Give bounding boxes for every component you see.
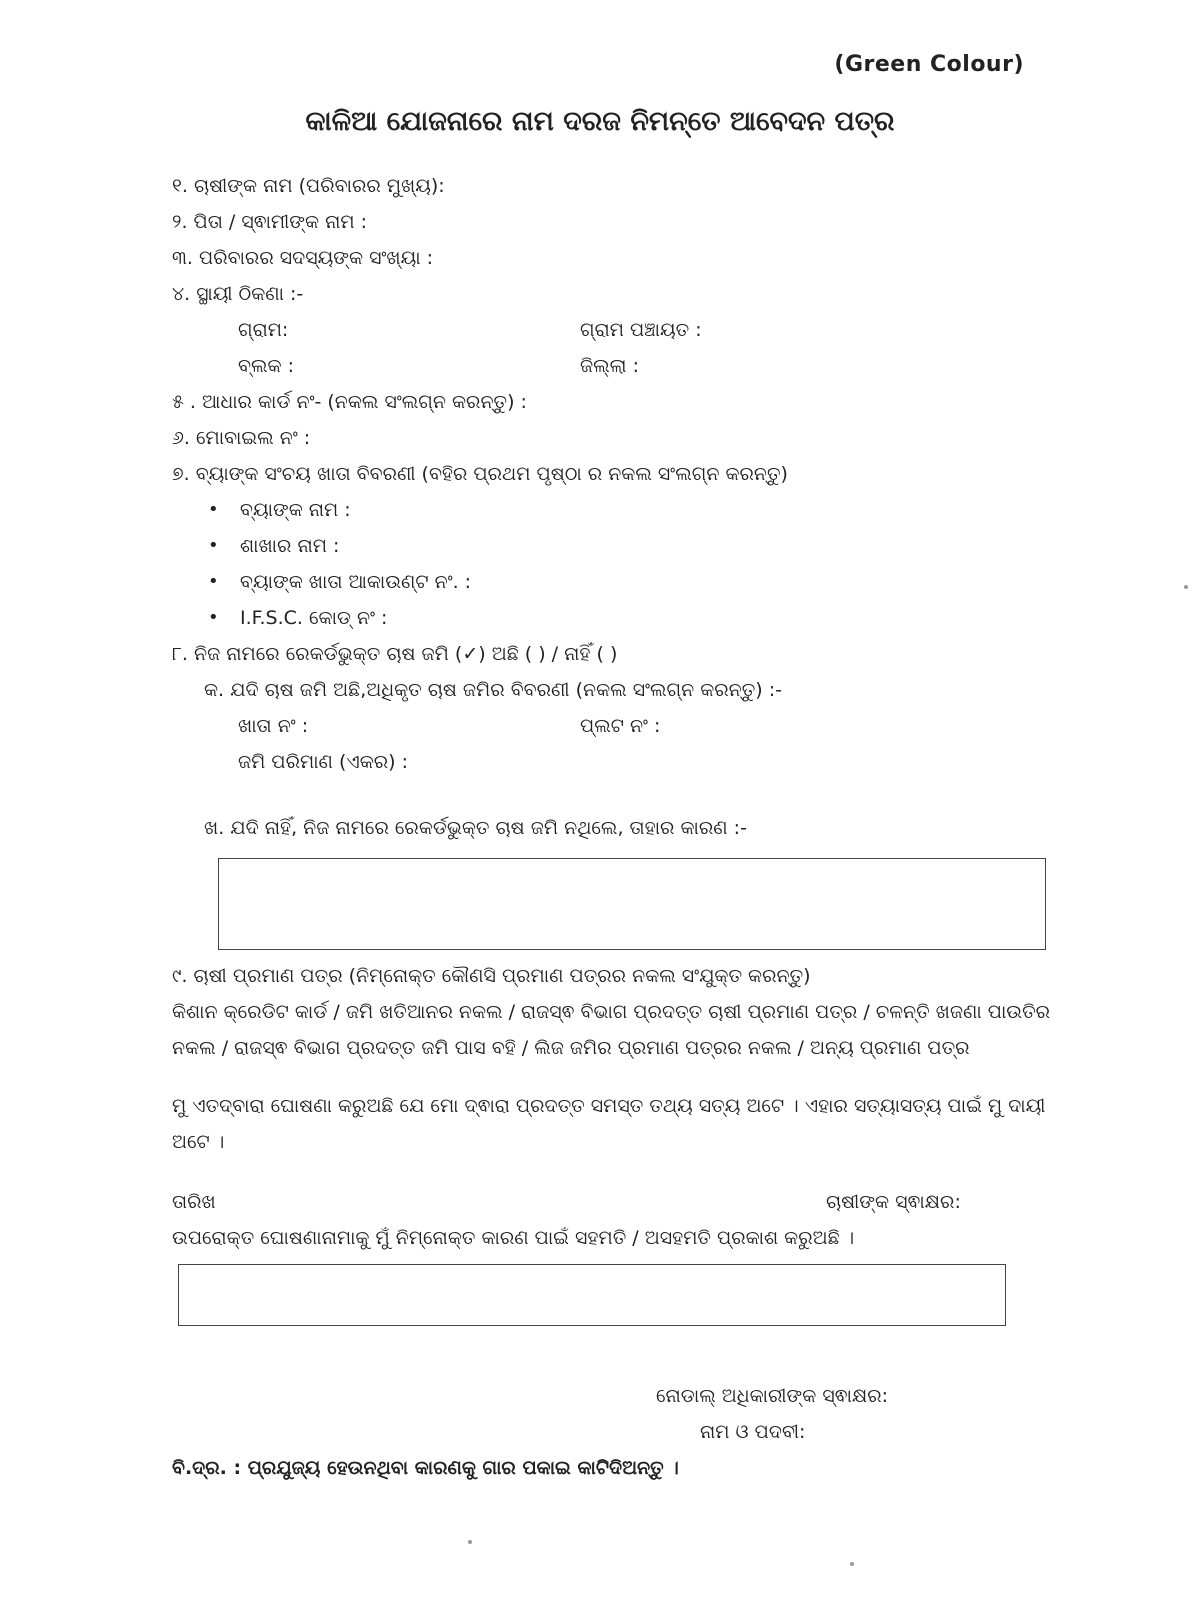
scan-speck (1184, 585, 1188, 589)
field-bank-details: ୭. ବ୍ୟାଙ୍କ ସଂଚୟ ଖାତା ବିବରଣୀ (ବହିର ପ୍ରଥମ ପୃଷ୍ଠା ର ନକଲ ସଂଲଗ୍ନ କରନ୍ତୁ) (172, 463, 788, 485)
field-mobile: ୬. ମୋବାଇଲ ନଂ : (172, 427, 311, 449)
field-district: ଜିଲ୍ଲା : (580, 355, 639, 377)
certificate-options-line-2: ନକଲ / ରାଜସ୍ଵ ବିଭାଗ ପ୍ରଦତ୍ତ ଜମି ପାସ ବହି / ଲିଜ ଜମିର ପ୍ରମାଣ ପତ୍ରର ନକଲ / ଅନ୍ୟ ପ୍ରମାଣ ପତ୍ର (172, 1037, 970, 1059)
officer-signature-label: ନୋଡାଲ୍ ଅଧିକାରୀଙ୍କ ସ୍ଵାକ୍ଷର: (656, 1385, 889, 1407)
scan-speck (468, 1540, 472, 1544)
declaration-line-1: ମୁ ଏତଦ୍ବାରା ଘୋଷଣା କରୁଅଛି ଯେ ମୋ ଦ୍ଵାରା ପ୍ରଦତ୍ତ ସମସ୍ତ ତଥ୍ୟ ସତ୍ୟ ଅଟେ । ଏହାର ସତ୍ୟାସତ୍ୟ ପାଇଁ ମୁ ଦାୟୀ (172, 1095, 1046, 1117)
field-plot-number: ପ୍ଲଟ ନଂ : (580, 715, 661, 737)
field-family-members: ୩. ପରିବାରର ସଦସ୍ୟଙ୍କ ସଂଖ୍ୟା : (172, 247, 434, 269)
colour-tag: (Green Colour) (834, 52, 1024, 77)
field-no-land-reason: ଖ. ଯଦି ନାହିଁ, ନିଜ ନାମରେ ରେକର୍ଡଭୁକ୍ତ ଚାଷ ଜମି ନଥିଲେ, ତାହାର କାରଣ :- (204, 817, 747, 839)
declaration-line-2: ଅଟେ । (172, 1131, 225, 1153)
reason-textbox[interactable] (218, 858, 1046, 950)
field-village: ଗ୍ରାମ: (238, 319, 289, 341)
field-farmer-certificate: ୯. ଚାଷୀ ପ୍ରମାଣ ପତ୍ର (ନିମ୍ନୋକ୍ତ କୌଣସି ପ୍ରମାଣ ପତ୍ରର ନକଲ ସଂଯୁକ୍ତ କରନ୍ତୁ) (172, 965, 811, 987)
field-permanent-address: ୪. ସ୍ଥାୟୀ ଠିକଣା :- (172, 283, 304, 305)
field-bank-name: • ବ୍ୟାଙ୍କ ନାମ : (240, 498, 351, 522)
field-aadhaar: ୫ . ଆଧାର କାର୍ଡ ନଂ- (ନକଲ ସଂଲଗ୍ନ କରନ୍ତୁ) : (172, 391, 527, 413)
officer-name-designation: ନାମ ଓ ପଦବୀ: (700, 1421, 806, 1443)
field-gram-panchayat: ଗ୍ରାମ ପଞ୍ଚାୟତ : (580, 319, 702, 341)
field-father-husband-name: ୨. ପିତା / ସ୍ଵାମୀଙ୍କ ନାମ : (172, 211, 367, 233)
footnote: ବି.ଦ୍ର. : ପ୍ରଯୁଜ୍ୟ ହେଉନଥିବା କାରଣକୁ ଗାର ପକାଇ କାଟିଦିଅନ୍ତୁ । (172, 1457, 679, 1479)
form-title: କାଳିଆ ଯୋଜନାରେ ନାମ ଦରଜ ନିମନ୍ତେ ଆବେଦନ ପତ୍ର (305, 106, 895, 137)
field-account-number: • ବ୍ୟାଙ୍କ ଖାତା ଆକାଉଣ୍ଟ ନଂ. : (240, 570, 471, 594)
consent-textbox[interactable] (178, 1264, 1006, 1326)
date-label: ତାରିଖ (172, 1191, 216, 1213)
field-branch-name: • ଶାଖାର ନାମ : (240, 534, 339, 558)
field-land-details: କ. ଯଦି ଚାଷ ଜମି ଅଛି,ଅଧିକୃତ ଚାଷ ଜମିର ବିବରଣୀ (ନକଲ ସଂଲଗ୍ନ କରନ୍ତୁ) :- (204, 679, 783, 701)
field-block: ବ୍ଲକ : (238, 355, 294, 377)
field-land-area: ଜମି ପରିମାଣ (ଏକର) : (238, 751, 409, 773)
certificate-options-line-1: କିଶାନ କ୍ରେଡିଟ କାର୍ଡ / ଜମି ଖତିଆନର ନକଲ / ରାଜସ୍ଵ ବିଭାଗ ପ୍ରଦତ୍ତ ଚାଷୀ ପ୍ରମାଣ ପତ୍ର / ଚଳନ୍ତି ଖଜଣା ପାଉତିର (172, 1001, 1051, 1023)
scan-speck (850, 1562, 854, 1566)
field-farmer-name: ୧. ଚାଷୀଙ୍କ ନାମ (ପରିବାରର ମୁଖ୍ୟ): (172, 175, 445, 197)
consent-statement: ଉପରୋକ୍ତ ଘୋଷଣାନାମାକୁ ମୁଁ ନିମ୍ନୋକ୍ତ କାରଣ ପାଇଁ ସହମତି / ଅସହମତି ପ୍ରକାଶ କରୁଅଛି । (172, 1227, 855, 1249)
field-khata-number: ଖାତା ନଂ : (238, 715, 309, 737)
field-ifsc-code: • I.F.S.C. କୋଡ୍ ନଂ : (240, 606, 387, 630)
farmer-signature-label: ଚାଷୀଙ୍କ ସ୍ଵାକ୍ଷର: (826, 1191, 961, 1213)
field-recorded-land: ୮. ନିଜ ନାମରେ ରେକର୍ଡଭୁକ୍ତ ଚାଷ ଜମି (✓) ଅଛି ( ) / ନାହିଁ ( ) (172, 643, 618, 665)
